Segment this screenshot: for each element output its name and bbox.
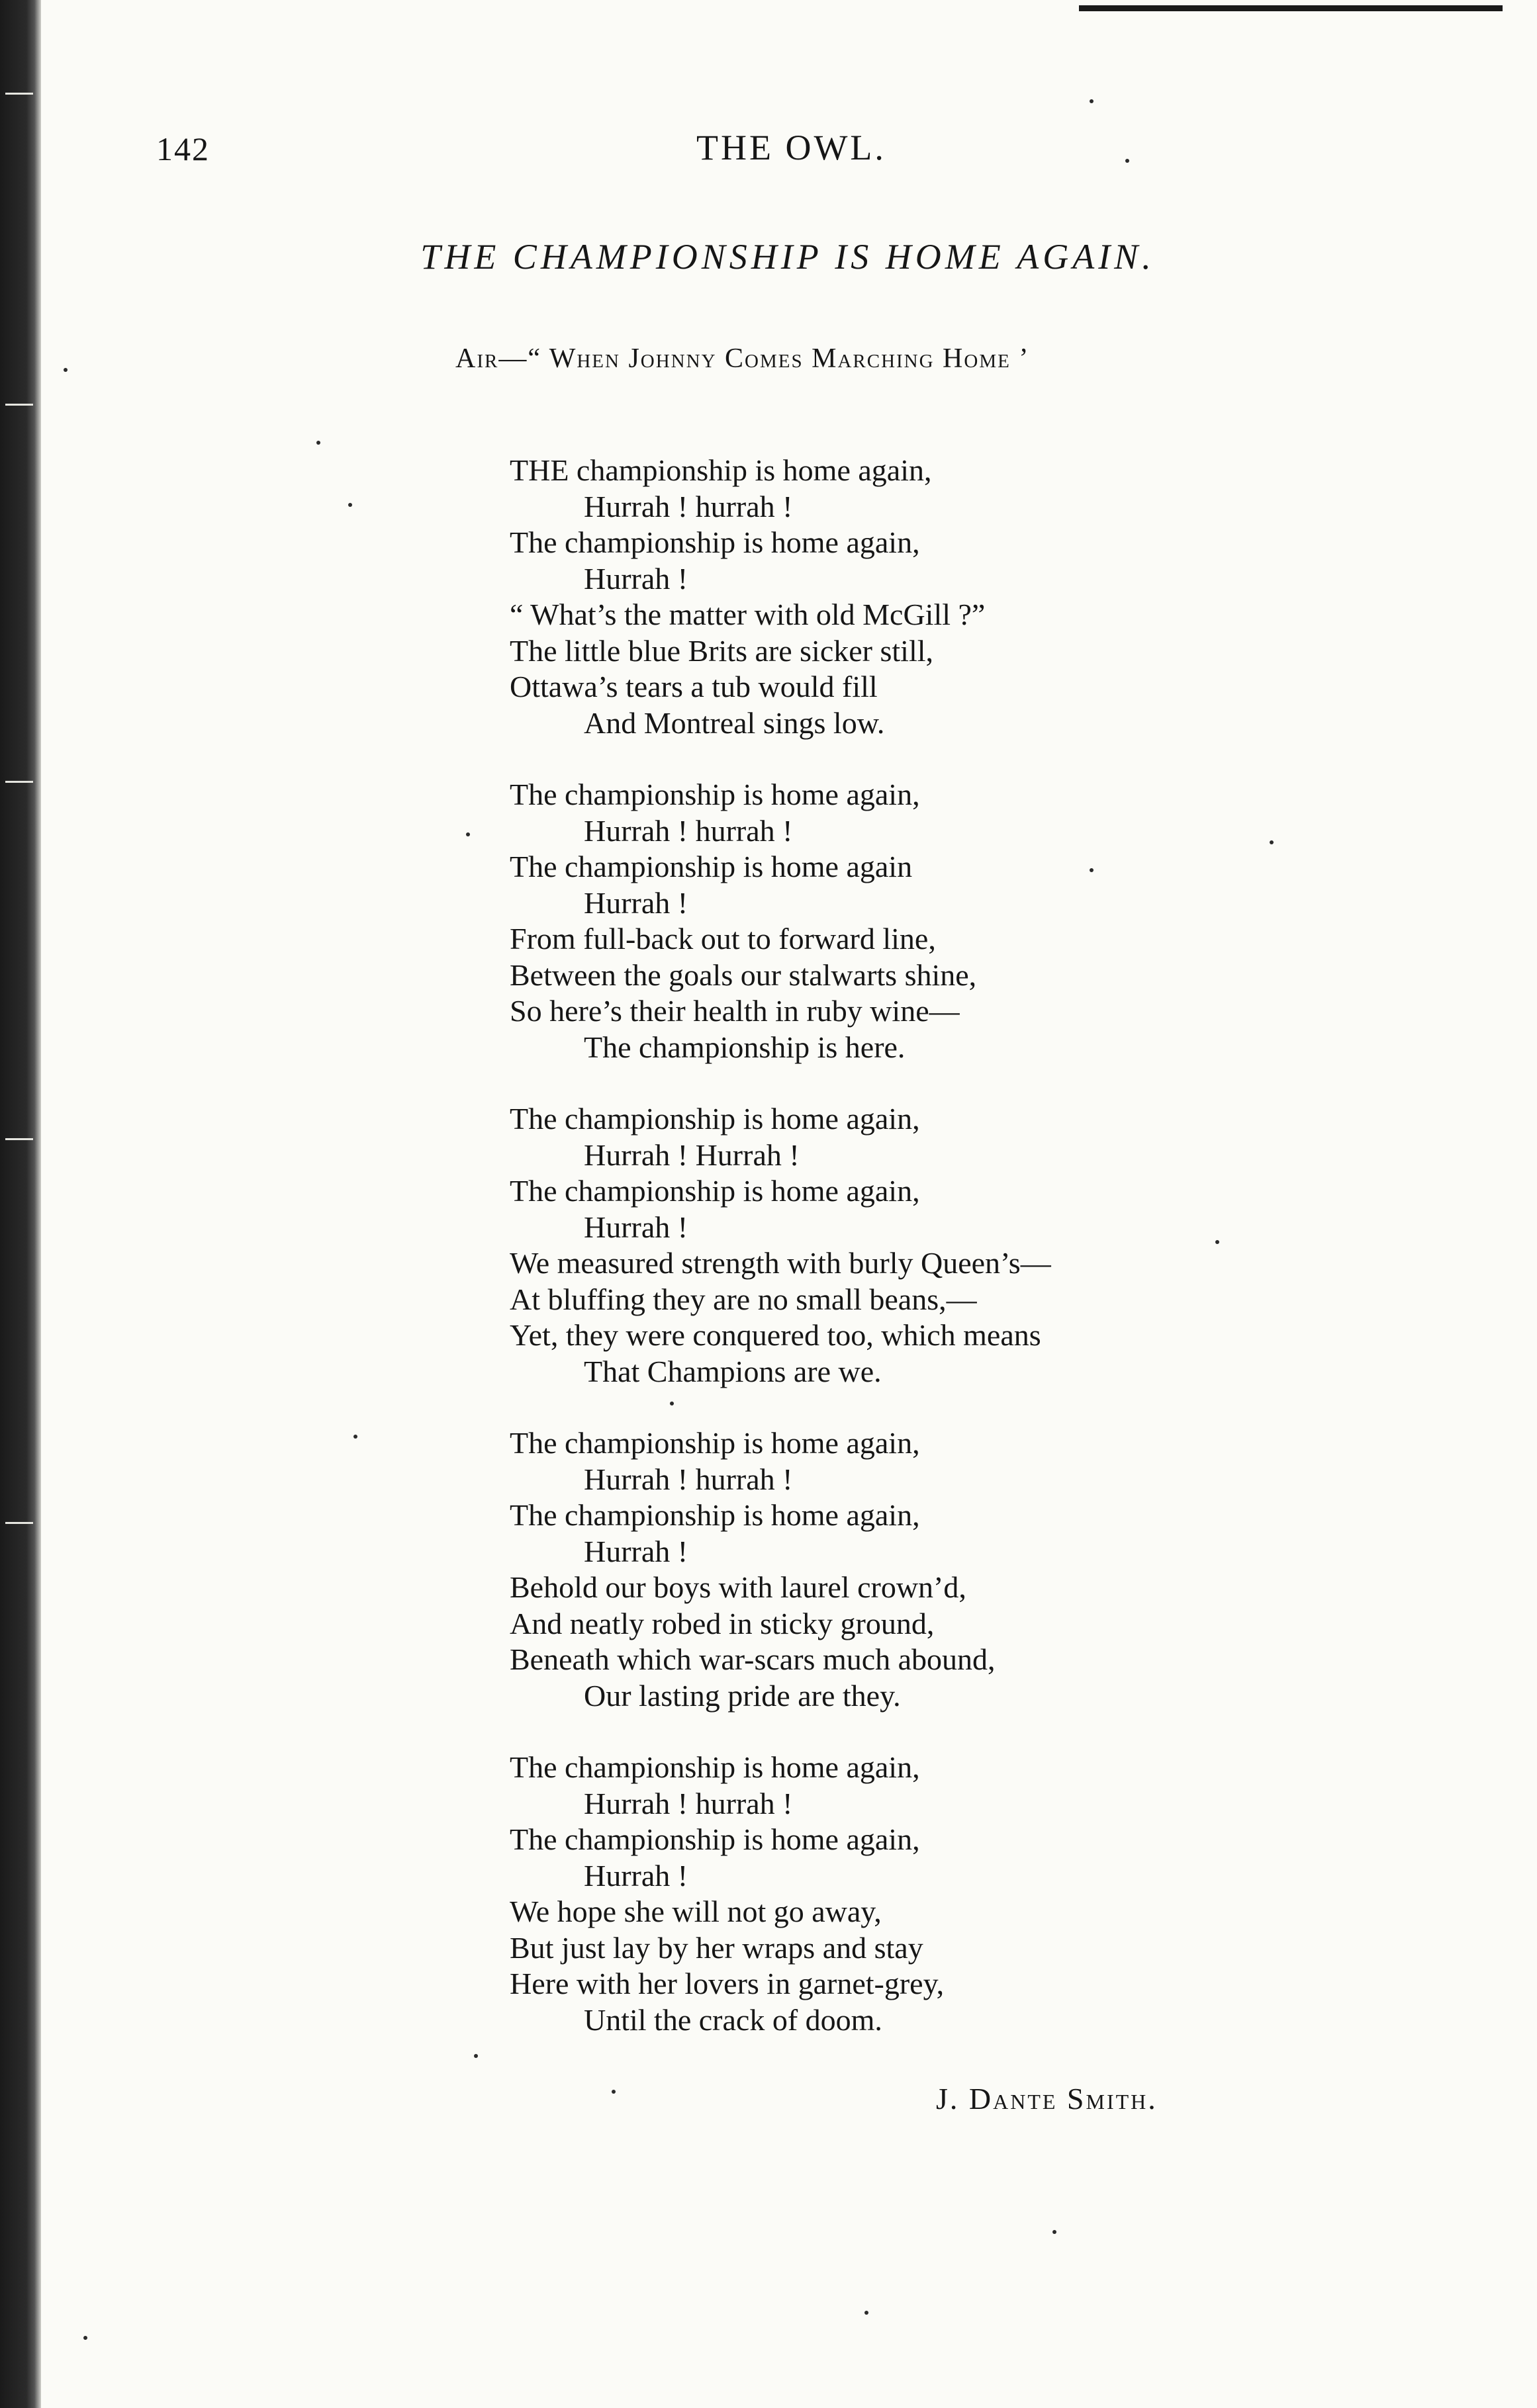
poem-line: The championship is home again, (510, 1822, 920, 1856)
poem-line: Hurrah ! (584, 1858, 688, 1893)
poem-line: Ottawa’s tears a tub would fill (510, 670, 878, 703)
print-speck (864, 2311, 868, 2315)
print-speck (348, 503, 352, 507)
poem-line: The championship is home again, (510, 1426, 920, 1460)
poem-line: The championship is home again, (510, 1174, 920, 1208)
poem-line: The championship is here. (584, 1030, 906, 1064)
print-speck (474, 2054, 478, 2058)
stanza (510, 777, 1304, 1065)
poem-line: Hurrah ! hurrah ! (584, 1786, 793, 1820)
poem-line: Beneath which war-scars much abound, (510, 1642, 996, 1676)
poem-line: Hurrah ! hurrah ! (584, 1462, 793, 1496)
stanza (510, 1750, 1304, 2038)
page-number: 142 (156, 130, 210, 167)
binding-mark (5, 1138, 33, 1140)
poem-line: Hurrah ! Hurrah ! (584, 1137, 800, 1172)
poem-body (510, 453, 1304, 2074)
poem-line: So here’s their health in ruby wine— (510, 994, 960, 1028)
print-speck (316, 441, 320, 445)
poem-line: Hurrah ! (584, 1534, 688, 1568)
poem-line: The championship is home again, (510, 1102, 920, 1136)
running-head: THE OWL. (696, 128, 886, 167)
binding-mark (5, 1522, 33, 1524)
poem-line: “ What’s the matter with old McGill ?” (510, 598, 986, 631)
poem-line: The championship is home again, (510, 525, 920, 559)
air-attribution: Air—“ When Johnny Comes Marching Home ’ (455, 343, 1030, 374)
print-speck (1215, 1240, 1219, 1244)
poem-line: Behold our boys with laurel crown’d, (510, 1570, 966, 1604)
poem-line: Between the goals our stalwarts shine, (510, 958, 977, 992)
poem-line: Yet, they were conquered too, which means (510, 1318, 1041, 1352)
poem-line: The championship is home again (510, 850, 913, 883)
poem-line: At bluffing they are no small beans,— (510, 1282, 977, 1316)
stanza (510, 453, 1304, 741)
print-speck (353, 1435, 357, 1439)
print-speck (612, 2090, 616, 2094)
poem-line: Hurrah ! hurrah ! (584, 489, 793, 523)
poem-line: Hurrah ! (584, 885, 688, 920)
binding-mark (5, 93, 33, 95)
poem-line: We measured strength with burly Queen’s— (510, 1246, 1051, 1280)
print-speck (83, 2336, 87, 2340)
binding-mark (5, 404, 33, 406)
poem-line: That Champions are we. (584, 1354, 882, 1388)
stanza (510, 1425, 1304, 1714)
poem-line: We hope she will not go away, (510, 1895, 882, 1928)
binding-mark (5, 781, 33, 783)
poem-line: The little blue Brits are sicker still, (510, 633, 934, 668)
poem-line: Here with her lovers in garnet-grey, (510, 1967, 945, 2000)
poem-line: Hurrah ! (584, 561, 688, 596)
poem-line: Hurrah ! hurrah ! (584, 813, 793, 848)
poem-line: From full-back out to forward line, (510, 922, 936, 956)
print-speck (1125, 159, 1129, 163)
poem-line: Our lasting pride are they. (584, 1678, 901, 1713)
poem-line: And Montreal sings low. (584, 705, 885, 740)
poem-line: THE championship is home again, (510, 453, 932, 487)
print-speck (466, 832, 470, 836)
author-signature: J. Dante Smith. (936, 2082, 1158, 2116)
print-speck (1052, 2230, 1056, 2234)
poem-line: And neatly robed in sticky ground, (510, 1606, 935, 1640)
print-speck (1090, 868, 1094, 872)
print-speck (64, 368, 68, 372)
print-speck (1270, 840, 1274, 844)
poem-line: Hurrah ! (584, 1210, 688, 1244)
page-binding-edge (0, 0, 41, 2408)
poem-line: Until the crack of doom. (584, 2002, 882, 2037)
print-speck (670, 1402, 674, 1405)
print-speck (1090, 99, 1094, 103)
poem-line: The championship is home again, (510, 1750, 920, 1784)
poem-line: But just lay by her wraps and stay (510, 1930, 923, 1965)
poem-line: The championship is home again, (510, 1498, 920, 1532)
top-rule (1079, 5, 1503, 11)
stanza (510, 1101, 1304, 1390)
poem-title: THE CHAMPIONSHIP IS HOME AGAIN. (420, 237, 1155, 277)
poem-line: The championship is home again, (510, 778, 920, 811)
